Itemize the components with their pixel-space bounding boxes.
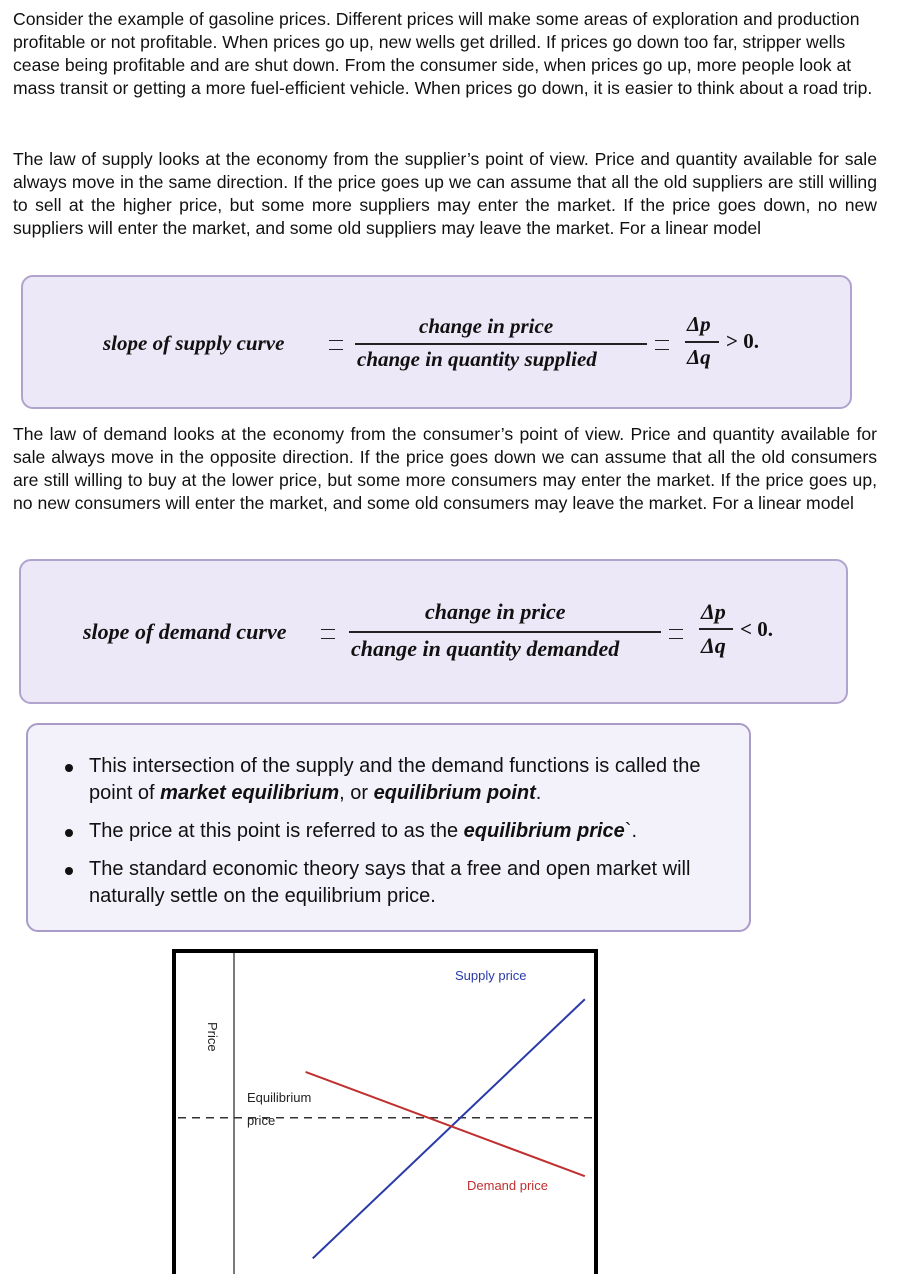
demand-price-label: Demand price [467, 1178, 548, 1193]
fraction-bar [355, 343, 647, 345]
supply-ratio-numerator: Δp [687, 312, 711, 336]
bullet-text: The standard economic theory says that a free and open market will naturally settle on the equilibrium price. [89, 858, 691, 907]
bullet-intersection [60, 753, 740, 807]
fraction-bar [349, 631, 661, 633]
demand-ratio-numerator: Δp [701, 599, 726, 624]
term-equilibrium-price: equilibrium price [463, 820, 625, 842]
supply-formula-denominator: change in quantity supplied [357, 347, 597, 371]
bullet-text: This intersection of the supply and the demand functions is called the point of [89, 755, 701, 804]
fraction-bar [699, 628, 733, 630]
paragraph-law-of-demand: The law of demand looks at the economy from the consumer’s point of view. Price and quantity available for sale always move in the opposite direction. If the price goes down we can assume that all the old consumers are still willing to buy at the lower price, but some more consumers may enter the market. If the price goes up, no new consumers will enter the market, and some old consumers may leave the market. For a linear model [13, 424, 877, 513]
equilibrium-label-line2: price [247, 1113, 276, 1128]
y-axis-label: Price [205, 1022, 220, 1052]
supply-relation: > 0. [726, 329, 759, 353]
demand-formula-numerator: change in price [425, 599, 566, 624]
demand-formula-denominator: change in quantity demanded [351, 636, 620, 661]
demand-ratio-denominator: Δq [701, 633, 726, 658]
bullet-text: `. [624, 820, 638, 842]
supply-formula-lhs: slope of supply curve [103, 331, 285, 355]
supply-formula-numerator: change in price [419, 314, 554, 338]
bullet-text: . [535, 782, 542, 804]
equals-sign [329, 340, 343, 350]
bullet-market-theory [60, 856, 740, 910]
demand-relation: < 0. [740, 617, 773, 641]
demand-slope-formula-box [19, 559, 848, 704]
bullet-text: , or [339, 782, 374, 804]
supply-demand-chart [172, 949, 598, 1274]
chart-frame [174, 951, 596, 1274]
bullet-text: The price at this point is referred to as the [89, 820, 464, 842]
supply-price-label: Supply price [455, 968, 527, 983]
fraction-bar [685, 341, 719, 343]
demand-formula-lhs: slope of demand curve [83, 619, 287, 644]
equals-sign [321, 629, 335, 639]
paragraph-law-of-supply: The law of supply looks at the economy from the supplier’s point of view. Price and quantity available for sale always move in the same direction. If the price goes up we can assume that all the old suppliers are still willing to sell at the higher price, but some more suppliers may enter the market. If the price goes down, no new suppliers will enter the market, and some old suppliers may leave the market. For a linear model [13, 149, 877, 238]
term-equilibrium-point: equilibrium point [373, 782, 536, 804]
equilibrium-bullet-list [60, 753, 740, 921]
supply-slope-formula-box [21, 275, 852, 409]
equilibrium-label-line1: Equilibrium [247, 1090, 312, 1105]
term-market-equilibrium: market equilibrium [160, 782, 340, 804]
supply-ratio-denominator: Δq [687, 345, 711, 369]
paragraph-gasoline: Consider the example of gasoline prices. Different prices will make some areas of exploration and production profitable or not profitable. When prices go up, new wells get drilled. If prices go down too far, stripper wells cease being profitable and are shut down. From the consumer side, when prices go up, more people look at mass transit or getting a more fuel-efficient vehicle. When prices go down, it is easier to think about a road trip. [13, 9, 873, 98]
bullet-equilibrium-price [60, 818, 740, 845]
equals-sign [655, 340, 669, 350]
equals-sign [669, 629, 683, 639]
